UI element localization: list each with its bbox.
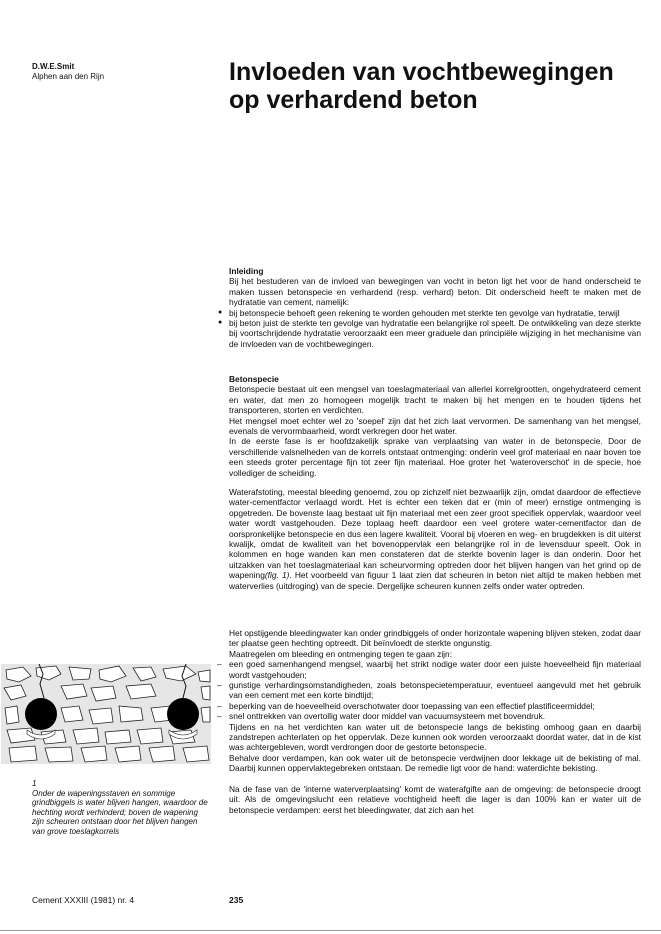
- author-name: D.W.E.Smit: [32, 62, 75, 71]
- paragraph: Betonspecie bestaat uit een mengsel van toeslagmateriaal van allerlei korrelgrootten, ongehydrateerd cement en water, dat men zo homogeen mogelijk tracht te maken bij het mengen en te houden tijdens het transporteren, storten en verdichten.: [229, 384, 641, 416]
- dash-item: – gunstige verhardingsomstandigheden, zoals betonspecietemperatuur, eventueel aangevuld met het gebruik van een cement met een korte bindtijd;: [229, 680, 641, 701]
- rebar-right: [167, 698, 199, 730]
- dash-item: – snel onttrekken van overtollig water door middel van vacuumsysteem met bovendruk.: [229, 711, 641, 721]
- figure-number: 1: [32, 779, 37, 788]
- bullet-item: ● bij betonspecie behoeft geen rekening te worden gehouden met sterkte ten gevolge van hydratatie, terwijl: [229, 308, 641, 318]
- paragraph: Het mengsel moet echter wel zo 'soepel' zijn dat het zich laat vervormen. De samenhang van het mengsel, evenals de vervormbaarheid, wordt verkregen door het water.: [229, 415, 641, 437]
- journal-footer: Cement XXXIII (1981) nr. 4: [32, 895, 135, 905]
- dash-item: – een goed samenhangend mengsel, waarbij het strikt nodige water door een juiste hoeveelheid fijn materiaal wordt vastgehouden;: [229, 659, 641, 680]
- figure-illustration: [1, 664, 211, 764]
- paragraph: Maatregelen om bleeding en ontmenging tegen te gaan zijn:: [229, 648, 453, 659]
- betonspecie-continued: [229, 487, 641, 591]
- bottom-rule: [0, 930, 661, 931]
- section-heading: Inleiding: [229, 266, 264, 276]
- paragraph-text: Waterafstoting, meestal bleeding genoemd, zou op zichzelf niet bezwaarlijk zijn, omdat daardoor de effectieve water-cementfactor verlaagd wordt. Het is echter een teken dat er (min of meer) ernstige ontmenging is opgetreden. De bovenste laag bestaat uit fijn materiaal met een zeer groot specifiek oppervlak, waardoor veel water wordt vastgehouden. Deze toplaag heeft daardoor een veel grotere water-cementfactor dan de oorspronkelijke betonspecie en dus een lagere kwaliteit. Vooral bij vloeren en weg- en brugdekken is dit uiterst kwalijk, omdat de kwaliteit van het bovenoppervlak een belangrijke rol in de levensduur speelt. Ook in kolommen en hoge wanden kan men constateren dat de sterkte bovenin lager is dan onderin. Door het uitzakken van het toeslagmateriaal kan scheurvorming optreden door het blijven hangen van het grind op de wapening: [229, 487, 641, 581]
- page-number: 235: [229, 895, 244, 905]
- paragraph: Tijdens en na het verdichten kan water uit de betonspecie langs de bekisting omhoog gaan en daarbij zandstrepen achterlaten op het oppervlak. Deze kunnen ook worden veroorzaakt doordat water, dat in de kist was achtergebleven, wordt verdrongen door de gestorte betonspecie.: [229, 721, 641, 753]
- paragraph: In de eerste fase is er hoofdzakelijk sprake van verplaatsing van water in de betonspecie. Door de verschillende valsnelheden van de korrels ontstaat ontmenging: onderin veel grof materiaal en naar boven toe een steeds groter percentage fijn tot zeer fijn materiaal. Hoe groter het 'wateroverschot' in de specie, hoe vollediger de scheiding.: [229, 436, 641, 478]
- figure-reference: (fig. 1): [264, 570, 290, 581]
- section-inleiding: [229, 266, 641, 349]
- paragraph-text: . Het voorbeeld van figuur 1 laat zien dat scheuren in beton niet altijd te maken hebben met waterverlies (uitdroging) van de specie. Dergelijke scheuren kunnen zelfs onder water optreden.: [229, 570, 641, 591]
- section-heading: Betonspecie: [229, 374, 279, 384]
- figure-caption: [32, 779, 212, 837]
- paragraph: Bij het bestuderen van de invloed van bewegingen van vocht in beton ligt het voor de hand onderscheid te maken tussen betonspecie en verhardend (resp. verhard) beton. Dit onderscheid heeft te maken met de hydratatie van cement, namelijk:: [229, 276, 641, 308]
- author-block: [32, 62, 104, 82]
- betonspecie-measures: [229, 628, 641, 815]
- caption-text: Onder de wapeningsstaven en sommige grindbiggels is water blijven hangen, waardoor de hechting wordt verhinderd; boven de wapening zijn scheuren ontstaan door het blijven hangen van grove toeslagkorrels: [32, 788, 208, 836]
- section-betonspecie: [229, 374, 641, 478]
- paragraph: [229, 487, 641, 591]
- dash-item: – beperking van de hoeveelheid overschotwater door toepassing van een effectief plastificeermiddel;: [229, 701, 641, 711]
- author-affiliation: Alphen aan den Rijn: [32, 72, 105, 81]
- rebar-left: [25, 698, 57, 730]
- paragraph: Na de fase van de 'interne waterverplaatsing' komt de waterafgifte aan de omgeving: de betonspecie droogt uit. Als de omgevingslucht een relatieve vochtigheid heeft die lager is dan 100% kan er water uit de betonspecie verdampen: eerst het bleedingwater, dat zich aan het: [229, 783, 641, 815]
- article-title: Invloeden van vochtbewegingen op verhardend beton: [229, 58, 614, 114]
- paragraph: Behalve door verdampen, kan ook water uit de betonspecie verdwijnen door lekkage uit de bekisting of mal. Daarbij kunnen oppervlaktegebreken ontstaan. De remedie ligt voor de hand: waterdichte bekisting.: [229, 752, 641, 774]
- bullet-item: ● bij beton juist de sterkte ten gevolge van hydratatie een belangrijke rol speelt. De ontwikkeling van deze sterkte bij voortschrijdende hydratatie veroorzaakt een meer graduele dan principiële wijziging in het mechanisme van de invloeden van de vochtbewegingen.: [229, 318, 641, 349]
- paragraph: Het opstijgende bleedingwater kan onder grindbiggels of onder horizontale wapening blijven steken, zodat daar ter plaatse geen hechting optreedt. Dit beïnvloedt de sterkte ongunstig.: [229, 628, 641, 649]
